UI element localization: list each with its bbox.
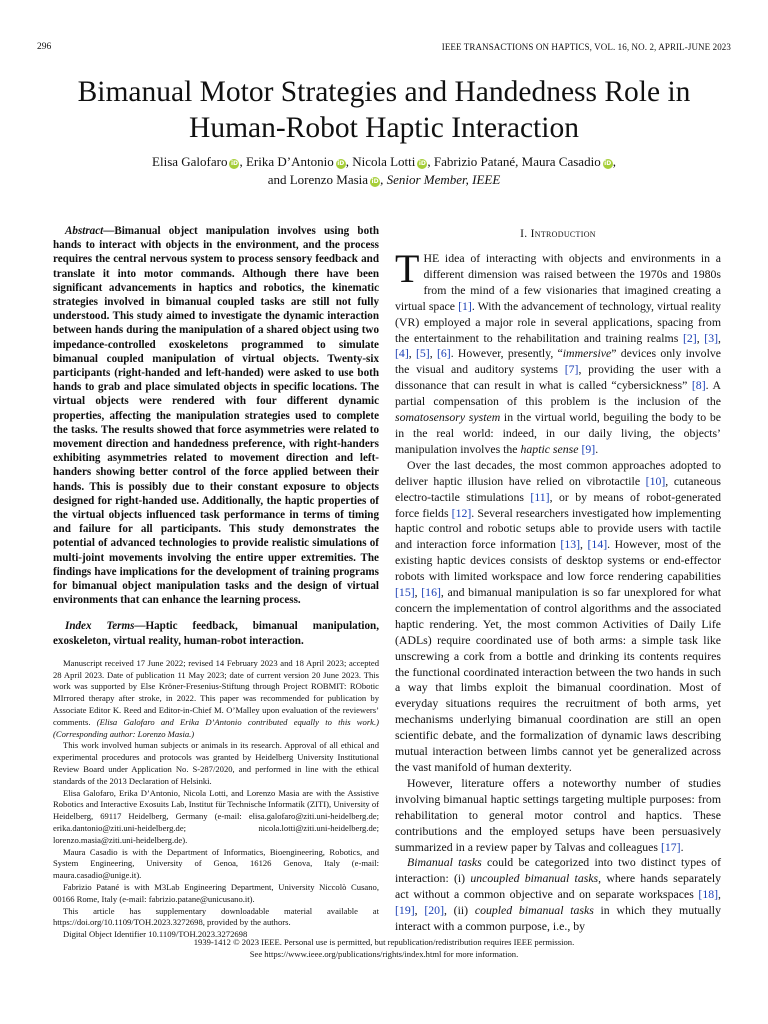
orcid-icon[interactable]: iD — [230, 160, 238, 167]
left-column — [53, 224, 379, 941]
running-head: IEEE TRANSACTIONS ON HAPTICS, VOL. 16, NO. 2, APRIL-JUNE 2023 — [441, 42, 731, 52]
footnotes — [53, 658, 379, 941]
citation-link[interactable]: [16] — [421, 585, 441, 600]
orcid-icon[interactable]: iD — [604, 160, 612, 167]
citation-link[interactable]: [5] — [415, 346, 430, 361]
intro-paragraph-2: Over the last decades, the most common approaches adopted to deliver haptic illusion have relied on vibrotactile [10], cutaneous electro-tactile stimulations [11], or by means of robot-generated force fields [12]. Several researchers investigated how implementing haptic control and robotic setups able to provide users with tactile and interaction force information [13], [14]. However, most of the existing haptic devices consists of desktop systems or end-effector robots with limited workspace and low force rendering capabilities [15], [16], and bimanual manipulation is so far unexplored for what concern the implementation of control algorithms and the associated haptic rendering. Yet, the most common Activities of Daily Life (ADLs) require coordinated use of both arms: a simple task like unscrewing a cork from a bottle and drinking its contents requires the functional coordinated interaction between the two hands in such a way that limbs exploit the bimanual coordination. Most of everyday situations requires the recruitment of both arms, yet mechanisms underlying bimanual coordination are still an open scientific debate, and the formalization of dynamic laws describing mutual interaction between limbs cannot yet be generalized across the vast manifold of human dexterity. — [395, 457, 721, 774]
footnote-affiliation-genoa: Maura Casadio is with the Department of Informatics, Bioengineering, Robotics, and System Engineering, University of Genoa, 16126 Genova, Italy (e-mail: maura.casadio@unige.it). — [53, 846, 379, 881]
section-title: Introduction — [530, 228, 596, 240]
author-dantonio: , Erika D’Antonio — [239, 154, 334, 169]
abstract-text: —Bimanual object manipulation involves using both hands to interact with objects in the environment, and the process requires the central nervous system to process sensory feedback and translate it into motor commands. Although there have been significant advancements in haptics and robotics, the kinematic strategies involved in bimanual coupled tasks are still not fully understood. This study aimed to investigate the dynamic interaction between hands during the manipulation of a shared object using two impedance-controlled exoskeletons programmed to simulate bimanual coupled manipulation of virtual objects. Twenty-six participants (right-handed and left-handed) were asked to use both hands to grab and place simulated objects in specific locations. The virtual objects were rendered with four different dynamic properties, affecting the manipulation strategies used to complete the tasks. The results showed that force asymmetries were related to movement direction and handedness preference, with right-handers exhibiting asymmetries related to movement direction and left-handers showing better control of the force applied between their hands. This is possibly due to their constant exposure to objects designed for right-handed use. Additionally, the haptic properties of the virtual objects influenced task performance in terms of timing and failure for all participants. This study demonstrates the potential of advanced technologies to provide realistic simulations of multi-joint movements involving the entire upper extremities. The findings have implications for the development of training programs for bimanual object manipulation tasks and the design of virtual environments that can enhance the learning process. — [53, 225, 379, 607]
footnote-manuscript: Manuscript received 17 June 2022; revised 14 February 2023 and 18 April 2023; accepted 28 April 2023. Date of publication 11 May 2023; date of current version 20 June 2023. This work was supported by Else Kröner-Fresenius-Stiftung through Project ROBMIT: RObotic MIrrored therapy after stroke, in 2022. This paper was recommended for publication by Associate Editor K. Reed and Editor-in-Chief M. O’Malley upon evaluation of the reviewers’ comments. (Elisa Galofaro and Erika D’Antonio contributed equally to this work.) (Corresponding author: Lorenzo Masia.) — [53, 657, 379, 739]
rights-link[interactable]: See https://www.ieee.org/publications/rights/index.html for more information. — [249, 948, 519, 959]
index-terms-text: —Haptic feedback, bimanual manipulation, exoskeleton, virtual reality, human-robot interaction. — [53, 620, 379, 647]
index-terms — [53, 619, 379, 647]
author-galofaro: Elisa Galofaro — [152, 154, 228, 169]
footnote-affiliation-cusano: Fabrizio Patané is with M3Lab Engineering Department, University Niccolò Cusano, 00166 Rome, Italy (e-mail: fabrizio.patane@unicusano.it). — [53, 882, 379, 904]
citation-link[interactable]: [10] — [645, 473, 666, 488]
citation-link[interactable]: [9] — [581, 441, 596, 456]
citation-link[interactable]: [18] — [698, 887, 719, 902]
footnote-doi: Digital Object Identifier 10.1109/TOH.2023.3272698 — [63, 929, 248, 940]
footnote-corresponding: (Elisa Galofaro and Erika D’Antonio contributed equally to this work.) (Corresponding author: Lorenzo Masia.) — [53, 716, 379, 739]
orcid-icon[interactable]: iD — [371, 178, 379, 185]
author-list — [20, 153, 748, 189]
footnote-ethics: This work involved human subjects or animals in its research. Approval of all ethical and experimental procedures and protocols was granted by Heidelberg University Institutional Review Board under Application No. S-287/2020, and performed in line with the ethical standards of the 2013 Declaration of Helsinki. — [53, 740, 379, 786]
citation-link[interactable]: [4] — [395, 346, 409, 361]
copyright-notice — [20, 937, 748, 960]
paper-title — [20, 74, 748, 146]
title-line-2: Human-Robot Haptic Interaction — [189, 112, 579, 144]
citation-link[interactable]: [7] — [564, 362, 579, 377]
section-heading — [395, 228, 721, 240]
citation-link[interactable]: [17] — [660, 839, 681, 854]
citation-link[interactable]: [8] — [691, 378, 706, 393]
citation-link[interactable]: [14] — [587, 537, 608, 552]
citation-link[interactable]: [20] — [424, 903, 444, 918]
abstract-label: Abstract — [65, 225, 104, 237]
abstract — [53, 224, 379, 607]
author-line-2 — [20, 171, 748, 189]
citation-link[interactable]: [6] — [436, 346, 451, 361]
citation-link[interactable]: [2] — [682, 330, 697, 345]
author-patane-casadio: , Fabrizio Patané, Maura Casadio — [427, 154, 601, 169]
citation-link[interactable]: [19] — [395, 903, 415, 918]
page-number: 296 — [37, 42, 52, 52]
copyright-line: 1939-1412 © 2023 IEEE. Personal use is permitted, but republication/redistribution requires IEEE permission. — [193, 937, 575, 947]
author-lotti: , Nicola Lotti — [345, 154, 416, 169]
intro-paragraph-3: However, literature offers a noteworthy number of studies involving bimanual haptic settings targeting multiple purposes: from rehabilitation to general motor control and haptics. These contributions and the employed setups have been persuasively summarized in a review paper by Talvas and colleagues [17]. — [395, 775, 721, 854]
author-line-1 — [20, 153, 748, 171]
drop-cap: T — [395, 246, 420, 291]
section-number: I. — [520, 228, 531, 240]
footnote-supplementary: This article has supplementary downloadable material available at https://doi.org/10.1109/TOH.2023.3272698, provided by the authors. — [53, 905, 379, 928]
citation-link[interactable]: [1] — [458, 298, 472, 313]
author-membership: , Senior Member, IEEE — [380, 172, 501, 187]
right-column — [395, 224, 721, 935]
index-terms-label: Index Terms — [65, 620, 135, 633]
citation-link[interactable]: [3] — [704, 330, 719, 345]
title-line-1: Bimanual Motor Strategies and Handedness Role in — [77, 76, 691, 108]
citation-link[interactable]: [11] — [530, 489, 550, 504]
intro-paragraph-4: Bimanual tasks could be categorized into two distinct types of interaction: (i) uncoupled bimanual tasks, where hands separately act without a common objective and on separate workspaces [18], [19], [20], (ii) coupled bimanual tasks in which they mutually interact with a common purpose, i.e., by — [395, 855, 721, 934]
citation-link[interactable]: [13] — [560, 537, 581, 552]
intro-paragraph-1: THE idea of interacting with objects and environments in a different dimension was raised between the 1970s and 1980s from the mind of a few visionaries that imagined creating a virtual space [1]. With the advancement of technology, virtual reality (VR) employed a major role in several applications, spacing from the entertainment to the rehabilitation and training realms [2], [3], [4], [5], [6]. However, presently, “immersive” devices only involve the visual and auditory systems [7], providing the user with a dissonance that can result in what is called “cybersickness” [8]. A partial compensation of this problem is the inclusion of the somatosensory system in the virtual world, beguiling the body to be in the real world: indeed, in our daily living, the objects’ manipulation involves the haptic sense [9]. — [395, 246, 721, 456]
introduction-body — [395, 246, 721, 935]
author-masia: and Lorenzo Masia — [267, 172, 369, 187]
orcid-icon[interactable]: iD — [418, 160, 426, 167]
citation-link[interactable]: [12] — [451, 505, 472, 520]
footnote-affiliation-heidelberg: Elisa Galofaro, Erika D’Antonio, Nicola Lotti, and Lorenzo Masia are with the Assistive Robotics and Interactive Exosuits Lab, Institut für Technische Informatik (ZITI), University of Heidelberg, 69117 Heidelberg, Germany (e-mail: elisa.galofaro@ziti.uni-heidelberg.de; erika.dantonio@ziti.uni-heidelberg.de; nicola.lotti@ziti.uni-heidelberg.de; lorenzo.masia@ziti.uni-heidelberg.de). — [53, 787, 379, 845]
orcid-icon[interactable]: iD — [337, 160, 345, 167]
author-separator: , — [612, 154, 616, 169]
citation-link[interactable]: [15] — [395, 585, 415, 600]
